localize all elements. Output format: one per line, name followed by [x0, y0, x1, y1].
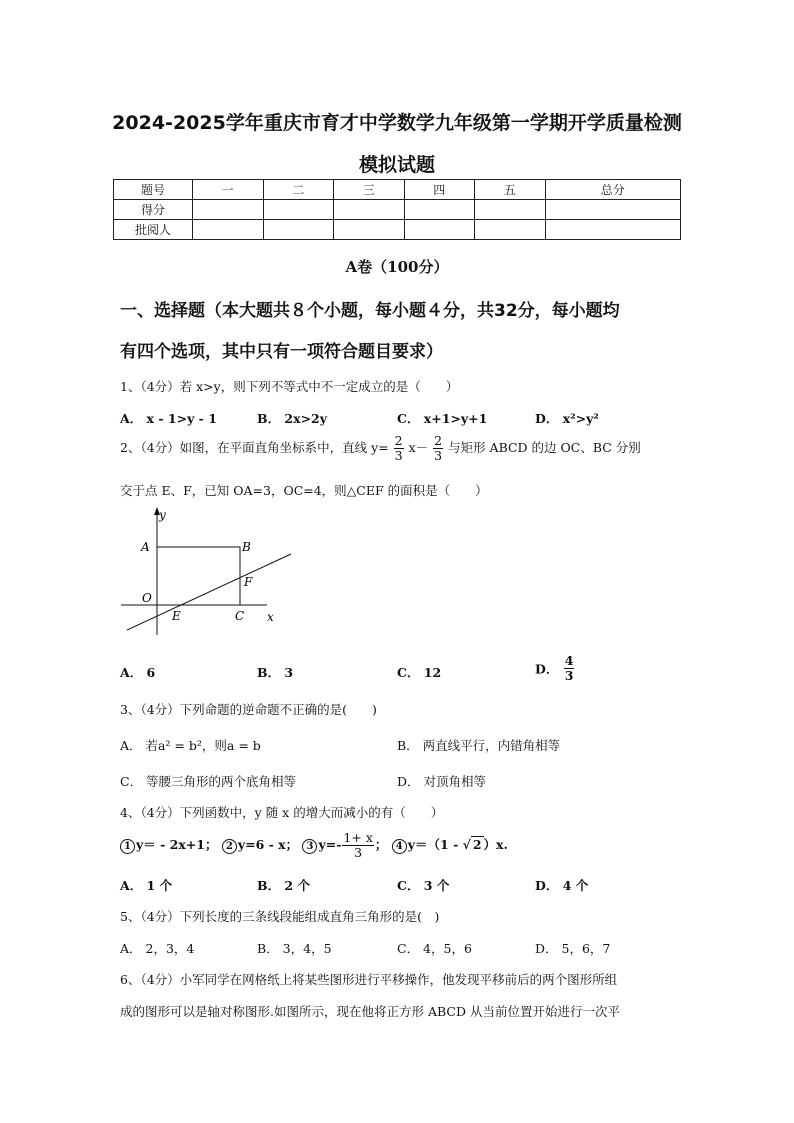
function-3-post: ；: [374, 837, 388, 852]
function-3-fraction: [342, 831, 373, 860]
function-4-pre: y＝（1 -: [407, 837, 459, 852]
score-header-cell: 一: [193, 180, 264, 200]
circled-number-3: 3: [302, 839, 317, 854]
question-5-option-b: B． 3，4，5: [257, 941, 332, 956]
score-table-header-row: [114, 180, 681, 200]
score-row-label: 得分: [114, 200, 193, 220]
question-3-option-b: B． 两直线平行，内错角相等: [397, 738, 561, 753]
section-heading-line1: 一、选择题（本大题共８个小题，每小题４分，共32分，每小题均: [120, 301, 620, 321]
score-cell: [334, 220, 405, 240]
score-cell: [475, 200, 546, 220]
fraction-numerator: 2: [394, 433, 403, 448]
question-4-functions: [120, 831, 508, 860]
question-4-option-b: B． 2 个: [257, 878, 310, 893]
question-3-option-c: C． 等腰三角形的两个底角相等: [120, 774, 297, 789]
score-cell: [193, 200, 264, 220]
question-2-stem: [120, 434, 641, 463]
question-2-stem-pre: 2、（4分）如图，在平面直角坐标系中，直线 y=: [120, 440, 389, 455]
circled-number-1: 1: [120, 839, 135, 854]
question-5-option-c: C． 4，5，6: [397, 941, 472, 956]
fraction-numerator: 2: [434, 433, 443, 448]
question-6-line2: 成的图形可以是轴对称图形.如图所示，现在他将正方形 ABCD 从当前位置开始进行一次平: [120, 1004, 620, 1019]
question-5-option-a: A． 2，3，4: [120, 941, 195, 956]
option-d-fraction: [564, 654, 575, 683]
question-3-option-d: D． 对顶角相等: [397, 774, 486, 789]
score-cell: [193, 220, 264, 240]
question-2-figure: [115, 505, 295, 640]
volume-label: A卷（100分）: [345, 258, 449, 276]
question-4-option-d: D． 4 个: [535, 878, 589, 893]
question-1-option-d: D． x²>y²: [535, 411, 599, 426]
question-4-stem: 4、（4分）下列函数中，y 随 x 的增大而减小的有（ ）: [120, 805, 444, 820]
question-5-stem: 5、（4分）下列长度的三条线段能组成直角三角形的是( ): [120, 909, 440, 924]
score-cell: [404, 200, 475, 220]
rectangle-abcd: [157, 547, 240, 605]
score-header-cell: 总分: [545, 180, 681, 200]
option-d-label: D．: [535, 661, 559, 677]
score-table: [113, 179, 681, 240]
score-cell: [545, 220, 681, 240]
label-a: A: [141, 540, 150, 554]
score-cell: [263, 220, 334, 240]
label-y: y: [159, 508, 166, 522]
question-3-stem: 3、（4分）下列命题的逆命题不正确的是( ): [120, 702, 377, 717]
sqrt-sign: √: [462, 837, 471, 852]
question-2-fraction: [394, 434, 404, 463]
function-3-pre: y=-: [318, 837, 342, 852]
question-1-option-a: A． x - 1>y - 1: [120, 411, 217, 426]
score-cell: [263, 200, 334, 220]
fraction-denominator: 3: [434, 448, 443, 463]
question-2-fraction-2: [433, 434, 443, 463]
score-row-label: 批阅人: [114, 220, 193, 240]
function-1: y＝ - 2x+1；: [136, 837, 218, 852]
sqrt-radicand: 2: [472, 837, 482, 852]
question-1-option-b: B． 2x>2y: [257, 411, 328, 426]
question-2-stem-mid: x－: [408, 440, 429, 455]
question-4-option-a: A． 1 个: [120, 878, 173, 893]
label-o: O: [142, 591, 152, 605]
label-x: x: [267, 610, 274, 624]
question-1-stem: 1、（4分）若 x>y，则下列不等式中不一定成立的是（ ）: [120, 379, 459, 394]
question-2-option-b: B． 3: [257, 665, 294, 680]
question-2-option-a: A． 6: [120, 665, 156, 680]
score-header-cell: 题号: [114, 180, 193, 200]
fraction-numerator: 4: [564, 653, 574, 668]
score-table-row: [114, 220, 681, 240]
question-2-option-c: C． 12: [397, 665, 442, 680]
score-header-cell: 二: [263, 180, 334, 200]
question-4-option-c: C． 3 个: [397, 878, 450, 893]
question-2-option-d: [535, 654, 575, 683]
fraction-denominator: 3: [394, 448, 403, 463]
question-2-stem-line2: 交于点 E、F，已知 OA=3，OC=4，则△CEF 的面积是（ ）: [120, 483, 488, 498]
fraction-numerator: 1+ x: [343, 830, 373, 845]
label-b: B: [242, 540, 251, 554]
label-e: E: [172, 609, 181, 623]
fraction-denominator: 3: [354, 845, 363, 860]
function-4-post: ）x.: [483, 837, 508, 852]
exam-title-line2: 模拟试题: [358, 154, 435, 176]
score-cell: [545, 200, 681, 220]
score-table-row: [114, 200, 681, 220]
section-heading-line2: 有四个选项，其中只有一项符合题目要求）: [120, 342, 443, 362]
function-2: y=6 - x；: [237, 837, 299, 852]
score-cell: [334, 200, 405, 220]
question-2-stem-post: 与矩形 ABCD 的边 OC、BC 分别: [448, 440, 641, 455]
circled-number-4: 4: [392, 839, 407, 854]
score-cell: [475, 220, 546, 240]
score-header-cell: 四: [404, 180, 475, 200]
label-c: C: [235, 609, 245, 623]
score-cell: [404, 220, 475, 240]
question-1-option-c: C． x+1>y+1: [397, 411, 488, 426]
fraction-denominator: 3: [564, 668, 574, 683]
exam-title-line1: 2024-2025学年重庆市育才中学数学九年级第一学期开学质量检测: [112, 112, 682, 134]
score-header-cell: 五: [475, 180, 546, 200]
score-header-cell: 三: [334, 180, 405, 200]
question-5-option-d: D． 5，6，7: [535, 941, 611, 956]
label-f: F: [244, 575, 253, 589]
circled-number-2: 2: [222, 839, 237, 854]
question-6-line1: 6、（4分）小军同学在网格纸上将某些图形进行平移操作，他发现平移前后的两个图形所组: [120, 972, 618, 987]
question-3-option-a: A． 若a² = b²，则a = b: [120, 738, 261, 753]
